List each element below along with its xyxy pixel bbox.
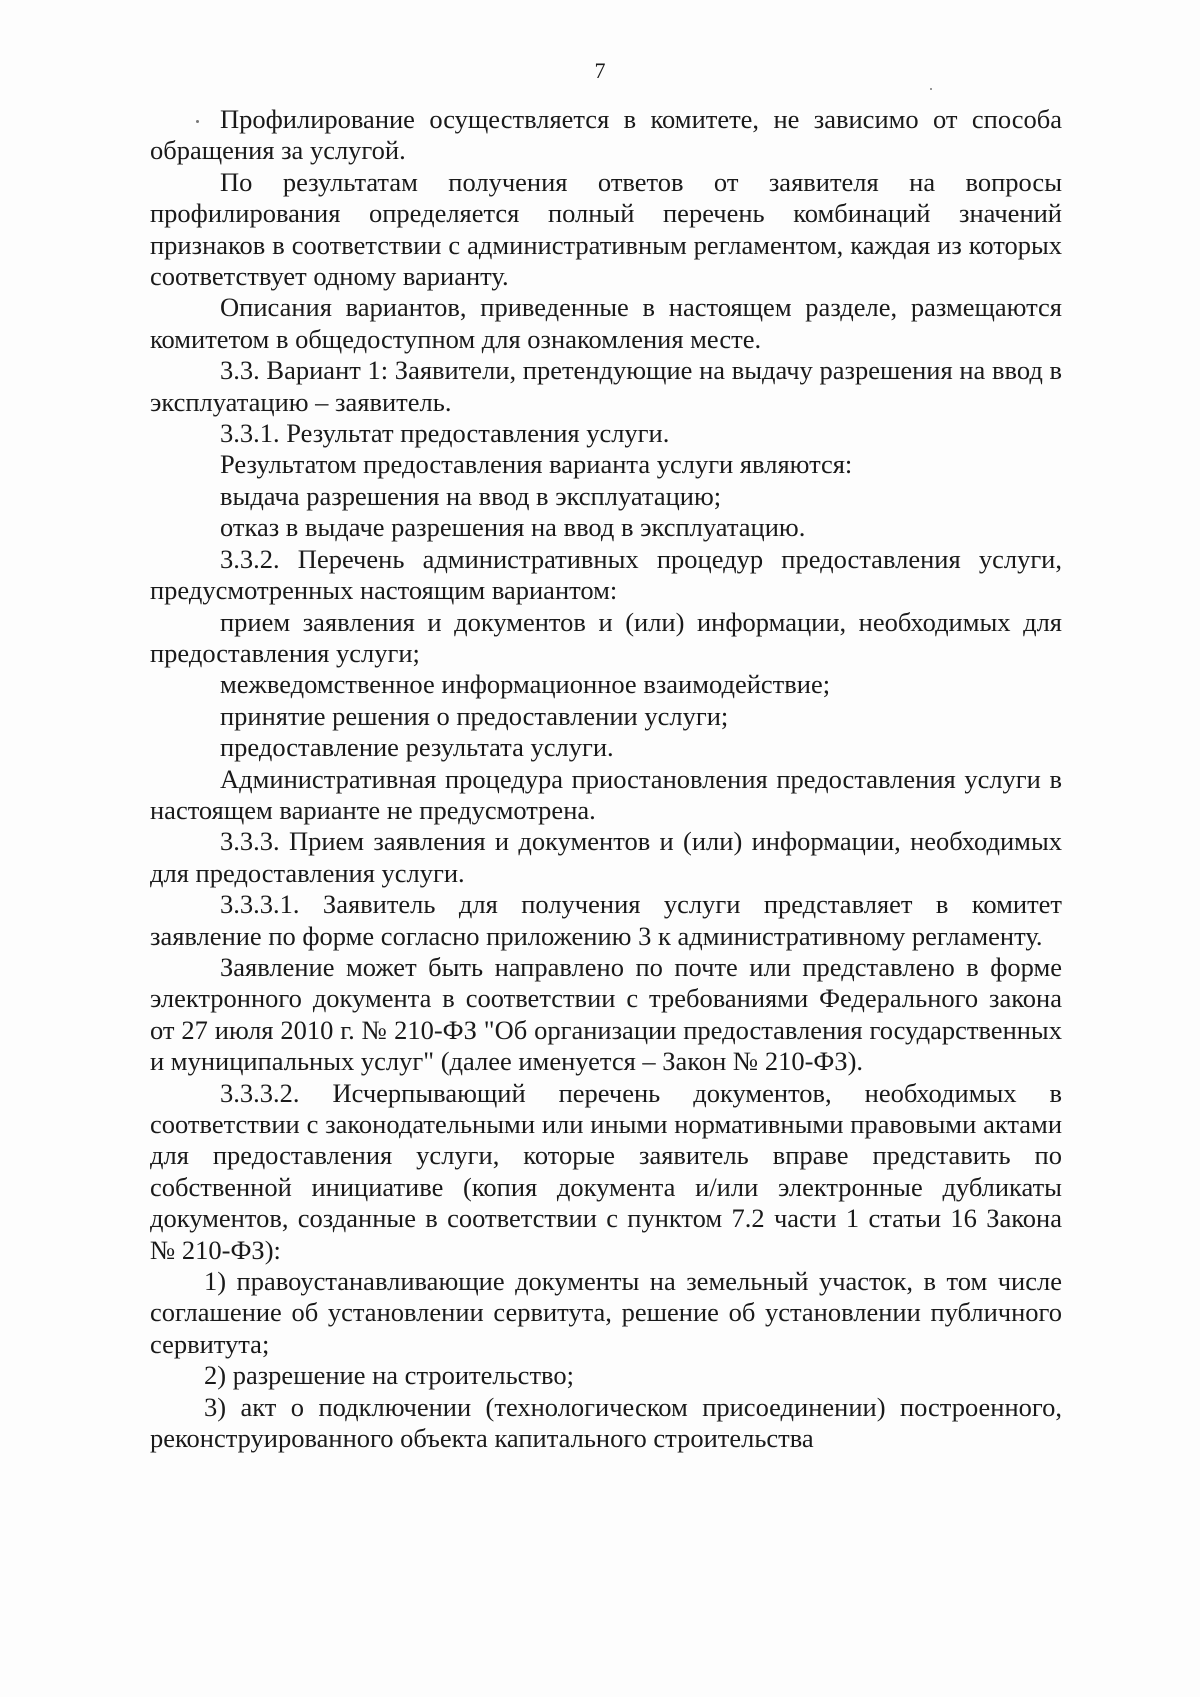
- list-item-result-issue: выдача разрешения на ввод в эксплуатацию;: [220, 480, 722, 511]
- section-3-3-3-heading: 3.3.3. Прием заявления и документов и (или) информации, необходимых для предоставления услуги.: [150, 826, 1062, 888]
- section-3-3-3-2: 3.3.3.2. Исчерпывающий перечень документов, необходимых в соответствии с законодательными или иными нормативными правовыми актами для предоставления услуги, которые заявитель вправе представить по собственной инициативе (копия документа и/или электронные дубликаты документов, созданные в соответствии с пунктом 7.2 части 1 статьи 16 Закона № 210-ФЗ):: [150, 1077, 1062, 1265]
- document-body: [150, 104, 1062, 1454]
- list-item-1-land-documents: 1) правоустанавливающие документы на земельный участок, в том числе соглашение об установлении сервитута, решение об установлении публичного сервитута;: [150, 1266, 1062, 1359]
- section-3-3-3-1: 3.3.3.1. Заявитель для получения услуги представляет в комитет заявление по форме согласно приложению 3 к административному регламенту.: [150, 889, 1062, 951]
- list-item-procedure-reception: прием заявления и документов и (или) информации, необходимых для предоставления услуги;: [150, 606, 1062, 668]
- section-3-3-2-heading: 3.3.2. Перечень административных процедур предоставления услуги, предусмотренных настоящим вариантом:: [150, 543, 1062, 606]
- list-item-result-refusal: отказ в выдаче разрешения на ввод в эксплуатацию.: [220, 512, 806, 543]
- list-item-procedure-decision: принятие решения о предоставлении услуги;: [220, 700, 729, 731]
- paragraph-submission-methods: Заявление может быть направлено по почте или представлено в форме электронного документа в соответствии с требованиями Федерального закона от 27 июля 2010 г. № 210-ФЗ "Об организации предоставления государственных и муниципальных услуг" (далее именуется – Закон № 210-ФЗ).: [150, 951, 1062, 1077]
- paragraph-profiling-results: По результатам получения ответов от заявителя на вопросы профилирования определяется полный перечень комбинаций значений признаков в соответствии с административным регламентом, каждая из которых соответствует одному варианту.: [150, 166, 1062, 292]
- paragraph-variant-descriptions: Описания вариантов, приведенные в настоящем разделе, размещаются комитетом в общедоступном для ознакомления месте.: [150, 292, 1062, 354]
- section-3-3-heading: 3.3. Вариант 1: Заявители, претендующие на выдачу разрешения на ввод в эксплуатацию – заявитель.: [150, 355, 1062, 417]
- paragraph-profiling: Профилирование осуществляется в комитете, не зависимо от способа обращения за услугой.: [150, 104, 1062, 166]
- list-item-3-connection-act: 3) акт о подключении (технологическом присоединении) построенного, реконструированного объекта капитального строительства: [150, 1391, 1062, 1454]
- list-item-2-construction-permit: 2) разрешение на строительство;: [204, 1360, 574, 1391]
- scan-speck: [196, 120, 199, 123]
- paragraph-result-intro: Результатом предоставления варианта услуги являются:: [220, 449, 853, 480]
- list-item-procedure-result: предоставление результата услуги.: [220, 732, 614, 763]
- scan-speck: [930, 88, 932, 90]
- list-item-procedure-interagency: межведомственное информационное взаимодействие;: [220, 669, 831, 700]
- paragraph-suspension: Административная процедура приостановления предоставления услуги в настоящем варианте не предусмотрена.: [150, 763, 1062, 825]
- page-number: 7: [594, 58, 606, 83]
- section-3-3-1-heading: 3.3.1. Результат предоставления услуги.: [220, 418, 670, 449]
